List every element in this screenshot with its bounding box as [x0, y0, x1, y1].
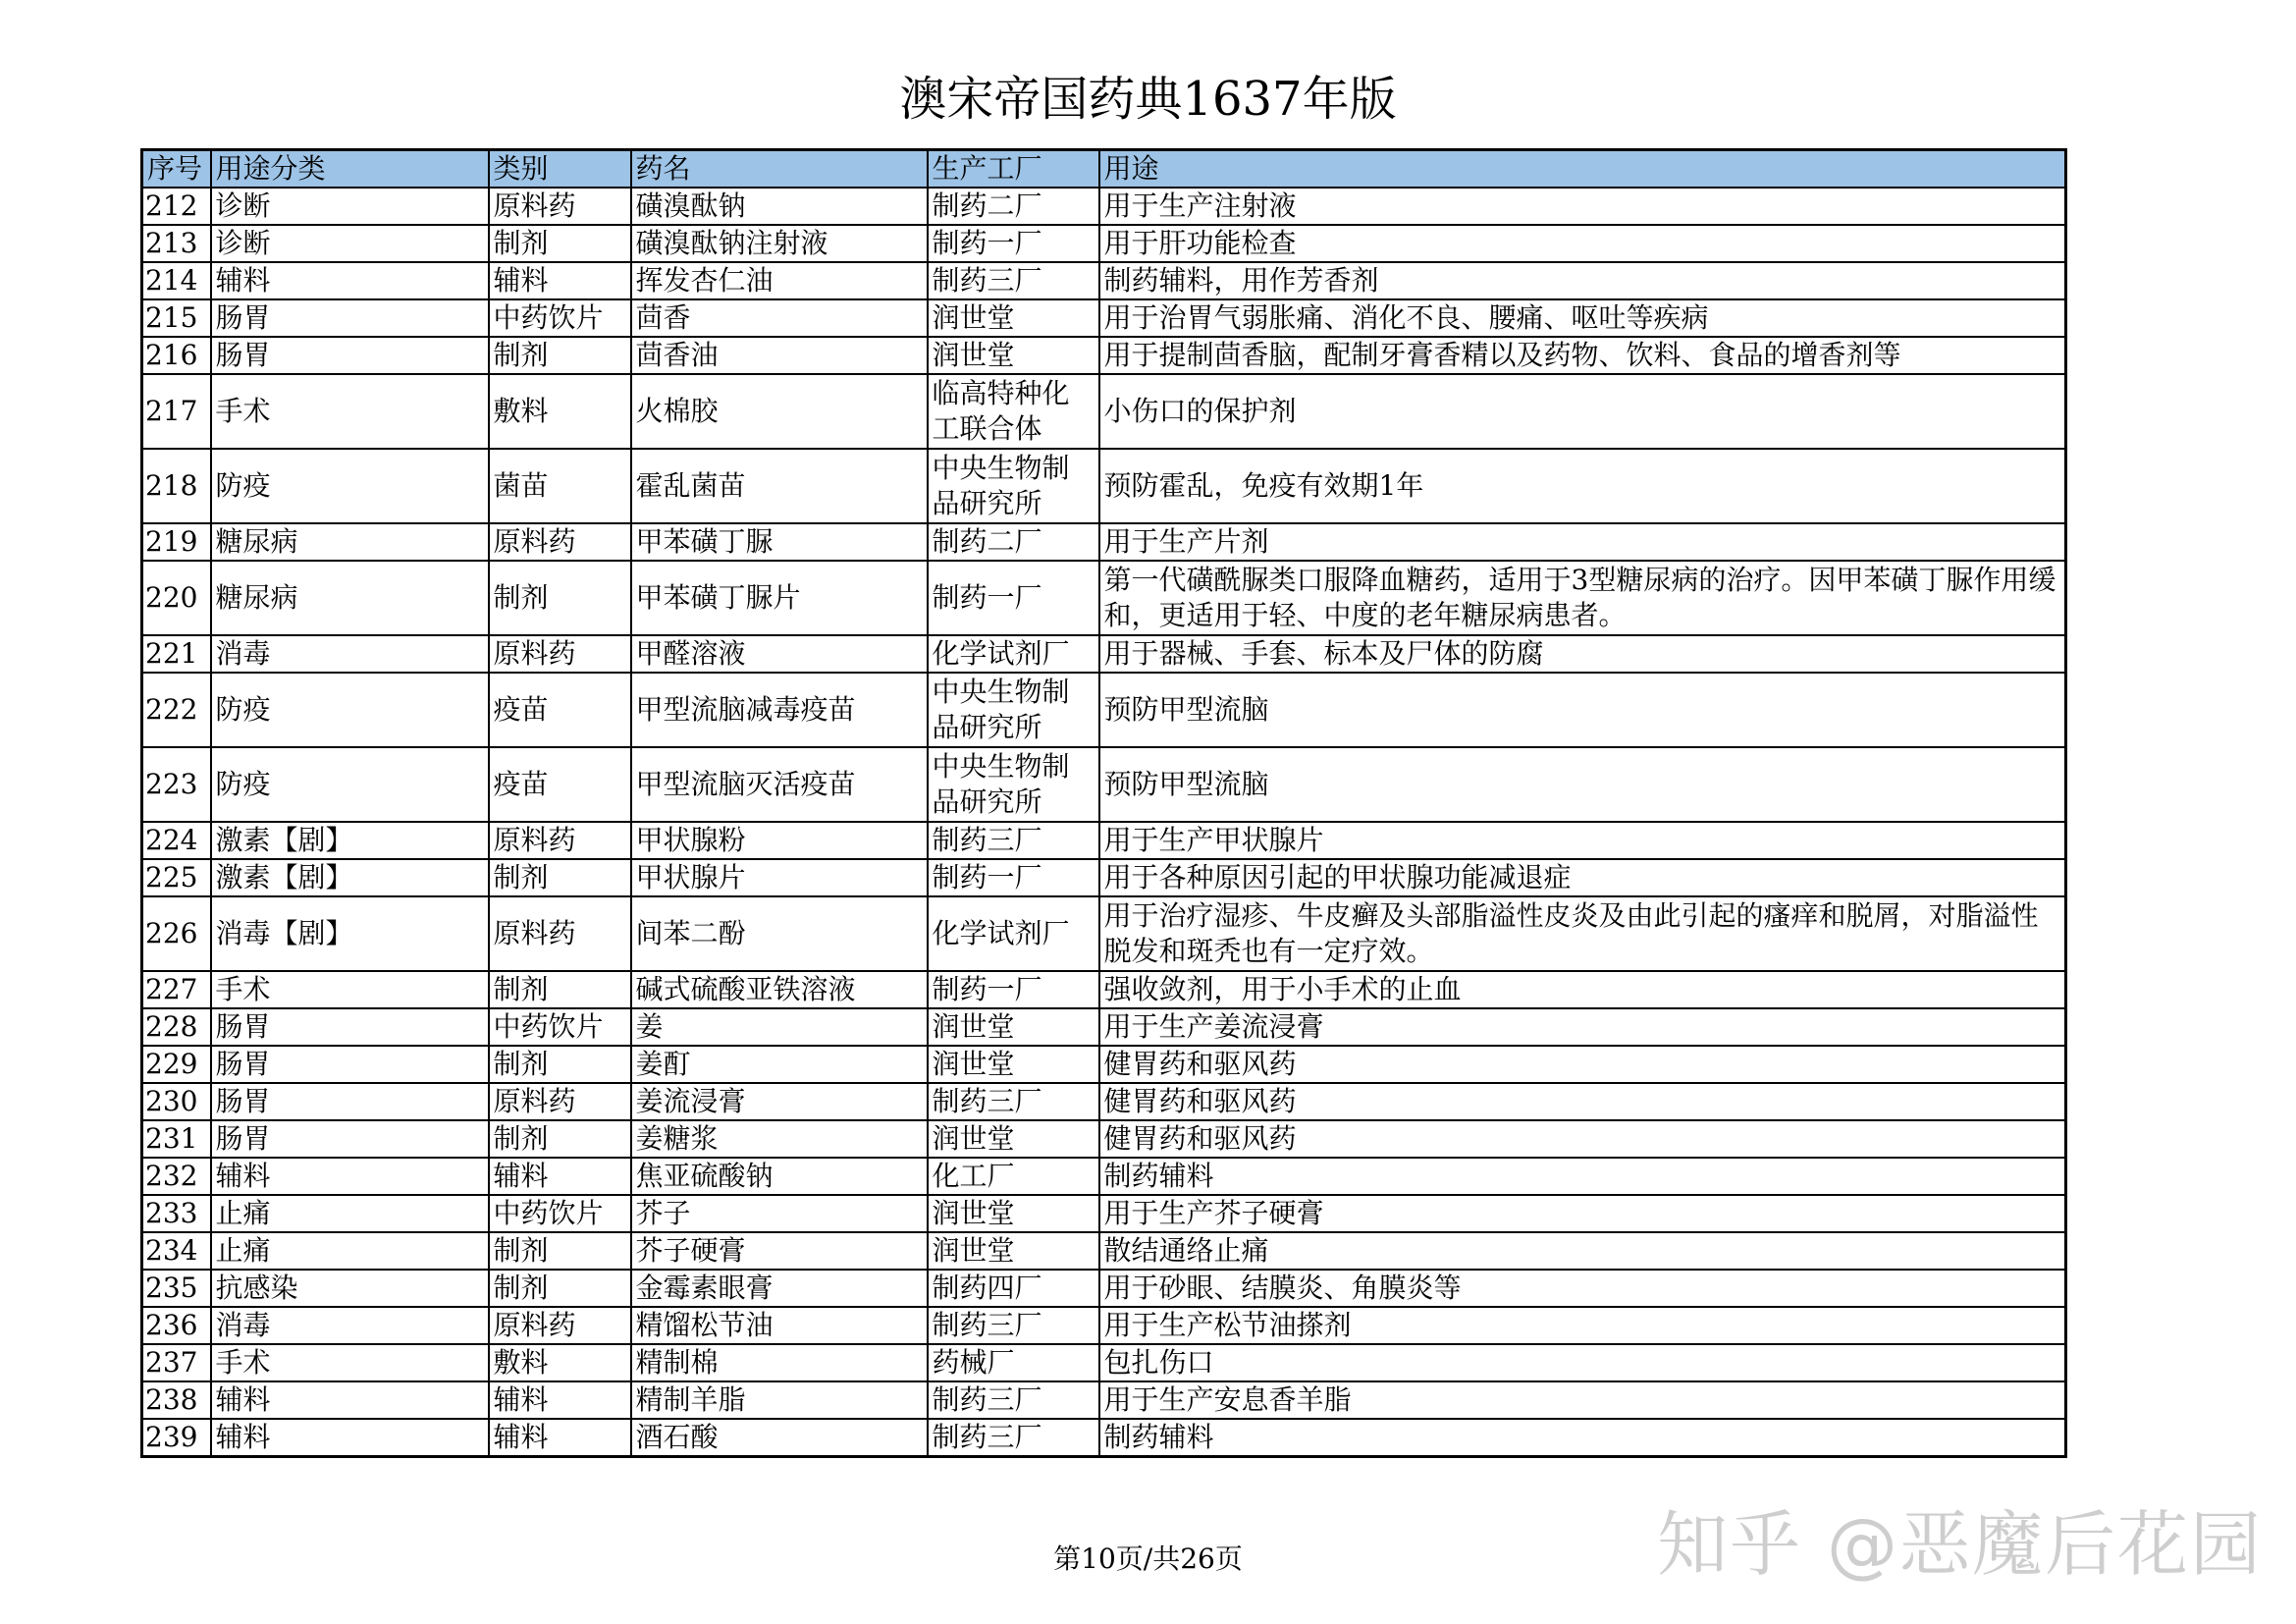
cell-drug-name: 磺溴酞钠注射液 [631, 225, 928, 262]
cell-category: 原料药 [489, 896, 631, 971]
cell-category: 原料药 [489, 1307, 631, 1344]
cell-drug-name: 姜 [631, 1008, 928, 1046]
cell-use-category: 防疫 [211, 747, 489, 822]
cell-category: 中药饮片 [489, 1195, 631, 1232]
cell-use-category: 手术 [211, 1344, 489, 1381]
cell-factory: 制药四厂 [928, 1270, 1099, 1307]
cell-use-category: 辅料 [211, 262, 489, 299]
cell-drug-name: 挥发杏仁油 [631, 262, 928, 299]
table-row [142, 1158, 2066, 1195]
cell-no: 213 [142, 225, 211, 262]
cell-no: 220 [142, 561, 211, 635]
table-row [142, 1120, 2066, 1158]
cell-factory: 制药二厂 [928, 188, 1099, 225]
cell-no: 239 [142, 1419, 211, 1457]
table-header-row [142, 150, 2066, 189]
cell-no: 236 [142, 1307, 211, 1344]
cell-category: 辅料 [489, 262, 631, 299]
cell-use-category: 诊断 [211, 188, 489, 225]
cell-use-category: 辅料 [211, 1158, 489, 1195]
cell-drug-name: 姜流浸膏 [631, 1083, 928, 1120]
cell-usage: 强收敛剂，用于小手术的止血 [1099, 971, 2066, 1008]
cell-category: 辅料 [489, 1381, 631, 1419]
cell-use-category: 防疫 [211, 673, 489, 747]
cell-no: 228 [142, 1008, 211, 1046]
cell-no: 215 [142, 299, 211, 337]
cell-use-category: 糖尿病 [211, 523, 489, 561]
table-row [142, 1419, 2066, 1457]
table-row [142, 822, 2066, 859]
cell-usage: 用于器械、手套、标本及尸体的防腐 [1099, 635, 2066, 673]
table-row [142, 1083, 2066, 1120]
cell-drug-name: 火棉胶 [631, 374, 928, 449]
cell-no: 223 [142, 747, 211, 822]
cell-usage: 用于生产甲状腺片 [1099, 822, 2066, 859]
cell-drug-name: 精馏松节油 [631, 1307, 928, 1344]
table-row [142, 188, 2066, 225]
cell-no: 212 [142, 188, 211, 225]
cell-no: 232 [142, 1158, 211, 1195]
cell-category: 原料药 [489, 523, 631, 561]
cell-usage: 制药辅料，用作芳香剂 [1099, 262, 2066, 299]
cell-category: 敷料 [489, 374, 631, 449]
page-number: 第10页/共26页 [1053, 1543, 1243, 1575]
cell-usage: 制药辅料 [1099, 1158, 2066, 1195]
cell-factory: 临高特种化工联合体 [928, 374, 1099, 449]
table-row [142, 561, 2066, 635]
cell-use-category: 手术 [211, 971, 489, 1008]
cell-drug-name: 精制羊脂 [631, 1381, 928, 1419]
cell-no: 227 [142, 971, 211, 1008]
cell-usage: 用于生产松节油搽剂 [1099, 1307, 2066, 1344]
table-row [142, 1046, 2066, 1083]
cell-use-category: 肠胃 [211, 299, 489, 337]
cell-drug-name: 酒石酸 [631, 1419, 928, 1457]
cell-no: 222 [142, 673, 211, 747]
cell-drug-name: 姜酊 [631, 1046, 928, 1083]
cell-use-category: 止痛 [211, 1232, 489, 1270]
cell-factory: 润世堂 [928, 1120, 1099, 1158]
cell-factory: 化学试剂厂 [928, 896, 1099, 971]
cell-no: 234 [142, 1232, 211, 1270]
header-usage: 用途 [1099, 150, 2066, 189]
cell-drug-name: 焦亚硫酸钠 [631, 1158, 928, 1195]
header-factory: 生产工厂 [928, 150, 1099, 189]
cell-usage: 用于生产注射液 [1099, 188, 2066, 225]
cell-use-category: 辅料 [211, 1381, 489, 1419]
cell-use-category: 激素【剧】 [211, 859, 489, 896]
cell-usage: 用于生产安息香羊脂 [1099, 1381, 2066, 1419]
header-category: 类别 [489, 150, 631, 189]
cell-usage: 用于各种原因引起的甲状腺功能减退症 [1099, 859, 2066, 896]
cell-factory: 化学试剂厂 [928, 635, 1099, 673]
cell-no: 226 [142, 896, 211, 971]
cell-usage: 散结通络止痛 [1099, 1232, 2066, 1270]
cell-category: 制剂 [489, 1270, 631, 1307]
cell-category: 疫苗 [489, 673, 631, 747]
cell-drug-name: 甲型流脑减毒疫苗 [631, 673, 928, 747]
cell-usage: 包扎伤口 [1099, 1344, 2066, 1381]
cell-no: 214 [142, 262, 211, 299]
cell-no: 233 [142, 1195, 211, 1232]
table-row [142, 1008, 2066, 1046]
cell-no: 216 [142, 337, 211, 374]
cell-category: 制剂 [489, 561, 631, 635]
cell-usage: 健胃药和驱风药 [1099, 1083, 2066, 1120]
cell-use-category: 防疫 [211, 449, 489, 523]
table-row [142, 449, 2066, 523]
cell-factory: 中央生物制品研究所 [928, 449, 1099, 523]
cell-use-category: 肠胃 [211, 1008, 489, 1046]
cell-use-category: 辅料 [211, 1419, 489, 1457]
cell-no: 229 [142, 1046, 211, 1083]
cell-drug-name: 茴香油 [631, 337, 928, 374]
table-row [142, 1195, 2066, 1232]
cell-factory: 药械厂 [928, 1344, 1099, 1381]
cell-category: 原料药 [489, 822, 631, 859]
cell-no: 237 [142, 1344, 211, 1381]
cell-drug-name: 金霉素眼膏 [631, 1270, 928, 1307]
cell-factory: 润世堂 [928, 1195, 1099, 1232]
cell-use-category: 激素【剧】 [211, 822, 489, 859]
table-row [142, 337, 2066, 374]
cell-category: 敷料 [489, 1344, 631, 1381]
cell-use-category: 消毒 [211, 1307, 489, 1344]
cell-drug-name: 磺溴酞钠 [631, 188, 928, 225]
table-body [142, 188, 2066, 1457]
cell-use-category: 消毒【剧】 [211, 896, 489, 971]
cell-use-category: 消毒 [211, 635, 489, 673]
drug-table [140, 148, 2067, 1458]
table-row [142, 971, 2066, 1008]
table-row [142, 896, 2066, 971]
cell-factory: 制药一厂 [928, 971, 1099, 1008]
cell-drug-name: 霍乱菌苗 [631, 449, 928, 523]
cell-no: 225 [142, 859, 211, 896]
table-row [142, 1344, 2066, 1381]
cell-usage: 用于生产芥子硬膏 [1099, 1195, 2066, 1232]
table-row [142, 1381, 2066, 1419]
cell-category: 中药饮片 [489, 299, 631, 337]
cell-no: 219 [142, 523, 211, 561]
cell-usage: 预防甲型流脑 [1099, 673, 2066, 747]
cell-factory: 中央生物制品研究所 [928, 673, 1099, 747]
cell-usage: 用于肝功能检查 [1099, 225, 2066, 262]
table-row [142, 1232, 2066, 1270]
cell-factory: 润世堂 [928, 337, 1099, 374]
table-row [142, 225, 2066, 262]
page-title: 澳宋帝国药典1637年版 [899, 72, 1397, 127]
cell-drug-name: 姜糖浆 [631, 1120, 928, 1158]
cell-factory: 润世堂 [928, 1046, 1099, 1083]
cell-no: 218 [142, 449, 211, 523]
cell-factory: 润世堂 [928, 299, 1099, 337]
cell-factory: 制药二厂 [928, 523, 1099, 561]
cell-factory: 制药三厂 [928, 822, 1099, 859]
cell-category: 制剂 [489, 1046, 631, 1083]
table-row [142, 747, 2066, 822]
cell-use-category: 肠胃 [211, 1120, 489, 1158]
cell-drug-name: 甲状腺粉 [631, 822, 928, 859]
cell-factory: 制药三厂 [928, 1083, 1099, 1120]
cell-factory: 制药三厂 [928, 1307, 1099, 1344]
cell-usage: 第一代磺酰脲类口服降血糖药，适用于3型糖尿病的治疗。因甲苯磺丁脲作用缓和，更适用于轻、中度的老年糖尿病患者。 [1099, 561, 2066, 635]
cell-usage: 预防甲型流脑 [1099, 747, 2066, 822]
table-row [142, 673, 2066, 747]
header-no: 序号 [142, 150, 211, 189]
cell-drug-name: 甲醛溶液 [631, 635, 928, 673]
cell-no: 224 [142, 822, 211, 859]
cell-drug-name: 甲苯磺丁脲片 [631, 561, 928, 635]
cell-usage: 预防霍乱，免疫有效期1年 [1099, 449, 2066, 523]
cell-category: 中药饮片 [489, 1008, 631, 1046]
cell-factory: 制药三厂 [928, 1381, 1099, 1419]
cell-factory: 润世堂 [928, 1008, 1099, 1046]
cell-usage: 健胃药和驱风药 [1099, 1046, 2066, 1083]
table-row [142, 1270, 2066, 1307]
cell-usage: 用于治疗湿疹、牛皮癣及头部脂溢性皮炎及由此引起的瘙痒和脱屑，对脂溢性脱发和斑秃也有一定疗效。 [1099, 896, 2066, 971]
cell-category: 制剂 [489, 971, 631, 1008]
cell-drug-name: 甲型流脑灭活疫苗 [631, 747, 928, 822]
cell-usage: 小伤口的保护剂 [1099, 374, 2066, 449]
cell-category: 菌苗 [489, 449, 631, 523]
cell-no: 217 [142, 374, 211, 449]
cell-no: 230 [142, 1083, 211, 1120]
cell-usage: 制药辅料 [1099, 1419, 2066, 1457]
cell-category: 原料药 [489, 635, 631, 673]
cell-usage: 用于砂眼、结膜炎、角膜炎等 [1099, 1270, 2066, 1307]
cell-usage: 用于提制茴香脑，配制牙膏香精以及药物、饮料、食品的增香剂等 [1099, 337, 2066, 374]
cell-use-category: 肠胃 [211, 1046, 489, 1083]
cell-factory: 化工厂 [928, 1158, 1099, 1195]
header-use-category: 用途分类 [211, 150, 489, 189]
cell-category: 制剂 [489, 225, 631, 262]
table-row [142, 523, 2066, 561]
cell-category: 原料药 [489, 1083, 631, 1120]
cell-no: 238 [142, 1381, 211, 1419]
cell-drug-name: 甲苯磺丁脲 [631, 523, 928, 561]
cell-category: 制剂 [489, 859, 631, 896]
cell-factory: 制药三厂 [928, 262, 1099, 299]
cell-factory: 润世堂 [928, 1232, 1099, 1270]
cell-factory: 制药一厂 [928, 225, 1099, 262]
cell-no: 221 [142, 635, 211, 673]
cell-category: 原料药 [489, 188, 631, 225]
cell-usage: 用于生产姜流浸膏 [1099, 1008, 2066, 1046]
cell-factory: 制药一厂 [928, 561, 1099, 635]
cell-use-category: 抗感染 [211, 1270, 489, 1307]
table-row [142, 859, 2066, 896]
cell-use-category: 手术 [211, 374, 489, 449]
cell-drug-name: 芥子硬膏 [631, 1232, 928, 1270]
cell-drug-name: 碱式硫酸亚铁溶液 [631, 971, 928, 1008]
cell-category: 辅料 [489, 1158, 631, 1195]
cell-drug-name: 甲状腺片 [631, 859, 928, 896]
table-row [142, 374, 2066, 449]
cell-drug-name: 精制棉 [631, 1344, 928, 1381]
cell-drug-name: 茴香 [631, 299, 928, 337]
cell-usage: 用于治胃气弱胀痛、消化不良、腰痛、呕吐等疾病 [1099, 299, 2066, 337]
cell-category: 制剂 [489, 337, 631, 374]
table-row [142, 635, 2066, 673]
cell-category: 辅料 [489, 1419, 631, 1457]
header-drug-name: 药名 [631, 150, 928, 189]
cell-category: 疫苗 [489, 747, 631, 822]
cell-usage: 用于生产片剂 [1099, 523, 2066, 561]
table-row [142, 1307, 2066, 1344]
cell-use-category: 肠胃 [211, 1083, 489, 1120]
table-row [142, 299, 2066, 337]
cell-use-category: 肠胃 [211, 337, 489, 374]
cell-category: 制剂 [489, 1232, 631, 1270]
cell-drug-name: 间苯二酚 [631, 896, 928, 971]
watermark: 知乎 @恶魔后花园 [1657, 1503, 2263, 1586]
cell-category: 制剂 [489, 1120, 631, 1158]
cell-factory: 制药一厂 [928, 859, 1099, 896]
cell-use-category: 糖尿病 [211, 561, 489, 635]
cell-drug-name: 芥子 [631, 1195, 928, 1232]
cell-factory: 中央生物制品研究所 [928, 747, 1099, 822]
cell-factory: 制药三厂 [928, 1419, 1099, 1457]
cell-no: 235 [142, 1270, 211, 1307]
cell-use-category: 诊断 [211, 225, 489, 262]
cell-usage: 健胃药和驱风药 [1099, 1120, 2066, 1158]
cell-use-category: 止痛 [211, 1195, 489, 1232]
cell-no: 231 [142, 1120, 211, 1158]
table-row [142, 262, 2066, 299]
